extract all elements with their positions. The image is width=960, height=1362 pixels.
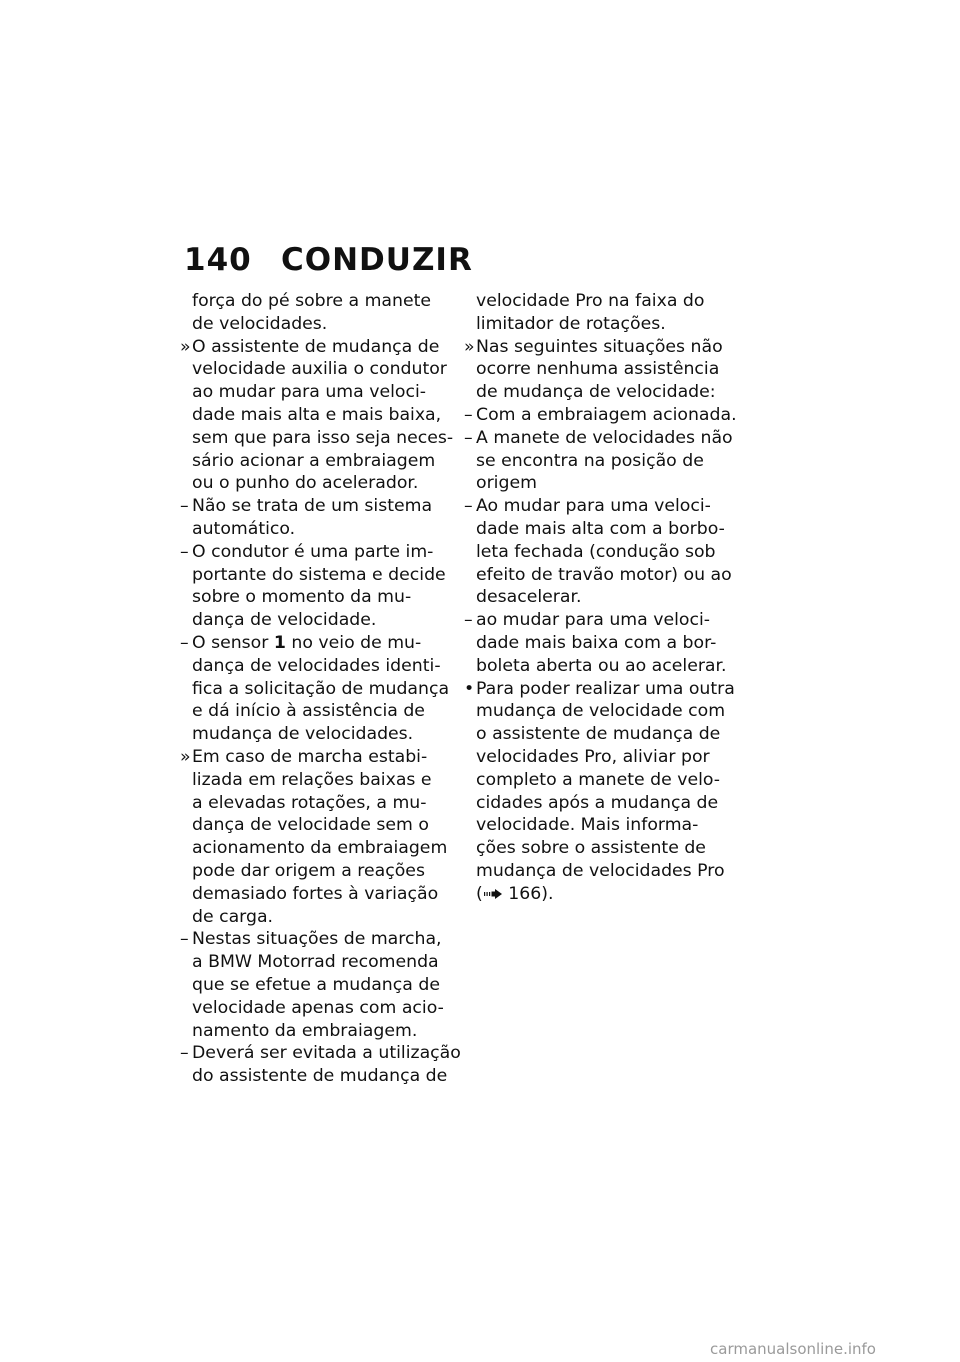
line-text: dança de velocidade sem o <box>192 815 429 836</box>
line-text: cidades após a mudança de <box>476 792 719 813</box>
text-line <box>464 860 736 883</box>
text-line <box>180 951 452 974</box>
list-marker <box>464 290 476 313</box>
list-marker <box>180 1020 192 1043</box>
list-marker <box>180 290 192 313</box>
list-marker <box>464 860 476 883</box>
line-text: velocidades Pro, aliviar por <box>476 746 710 767</box>
list-marker <box>180 404 192 427</box>
line-text: Deverá ser evitada a utilização <box>192 1043 461 1064</box>
text-line <box>180 928 452 951</box>
list-marker: – <box>464 610 473 631</box>
text-line <box>180 427 452 450</box>
line-text: A manete de velocidades não <box>476 427 733 448</box>
line-text: boleta aberta ou ao acelerar. <box>476 655 727 676</box>
list-marker <box>180 564 192 587</box>
line-text: a elevadas rotações, a mu- <box>192 792 427 813</box>
list-marker <box>180 609 192 632</box>
list-marker <box>180 860 192 883</box>
line-text: velocidade. Mais informa- <box>476 815 699 836</box>
text-line <box>464 381 736 404</box>
line-text: Em caso de marcha estabi- <box>192 746 428 767</box>
text-line <box>180 837 452 860</box>
text-line <box>464 723 736 746</box>
line-text: Nestas situações de marcha, <box>192 929 442 950</box>
line-text: velocidade apenas com acio- <box>192 997 444 1018</box>
text-line <box>180 997 452 1020</box>
list-marker <box>180 678 192 701</box>
text-line <box>180 769 452 792</box>
text-line <box>464 746 736 769</box>
text-line <box>180 700 452 723</box>
list-marker: – <box>180 929 189 950</box>
text-line <box>464 792 736 815</box>
line-text: dança de velocidades identi- <box>192 655 441 676</box>
text-line <box>464 769 736 792</box>
list-marker <box>464 381 476 404</box>
text-line <box>180 586 452 609</box>
left-column <box>180 290 461 1088</box>
text-line <box>180 814 452 837</box>
text-line <box>464 541 736 564</box>
line-text: origem <box>476 473 537 494</box>
page-reference: ( 166). <box>476 883 554 904</box>
line-text: O condutor é uma parte im- <box>192 541 434 562</box>
text-line <box>180 655 452 678</box>
text-line <box>180 746 452 769</box>
watermark: carmanualsonline.info <box>710 1340 876 1358</box>
line-text: o assistente de mudança de <box>476 724 721 745</box>
list-marker <box>180 700 192 723</box>
line-text: ao mudar para uma veloci- <box>476 610 710 631</box>
list-marker <box>464 655 476 678</box>
list-marker <box>464 792 476 815</box>
text-line <box>464 495 736 518</box>
line-text: limitador de rotações. <box>476 313 666 334</box>
text-line <box>180 1042 461 1065</box>
list-marker <box>180 951 192 974</box>
text-line <box>180 792 452 815</box>
line-text: portante do sistema e decide <box>192 564 446 585</box>
line-text: O sensor 1 no veio de mu- <box>192 632 422 653</box>
text-line <box>464 609 736 632</box>
line-text: Para poder realizar uma outra <box>476 678 735 699</box>
text-line <box>464 837 736 860</box>
text-line <box>464 814 736 837</box>
list-marker <box>180 472 192 495</box>
list-marker <box>464 586 476 609</box>
list-marker: » <box>464 336 475 357</box>
line-text: pode dar origem a reações <box>192 860 425 881</box>
list-marker: » <box>180 746 191 767</box>
list-marker <box>180 655 192 678</box>
section-title: CONDUZIR <box>281 242 473 278</box>
text-line <box>180 381 452 404</box>
list-marker: – <box>464 427 473 448</box>
list-marker: • <box>464 678 475 699</box>
arrow-right-icon <box>483 884 503 896</box>
list-marker <box>464 358 476 381</box>
line-text: sário acionar a embraiagem <box>192 450 436 471</box>
line-text: de carga. <box>192 906 274 927</box>
line-text: mudança de velocidades. <box>192 724 414 745</box>
text-line <box>180 541 452 564</box>
list-marker <box>180 586 192 609</box>
text-line <box>464 678 736 701</box>
list-marker <box>180 518 192 541</box>
list-marker: – <box>180 632 189 653</box>
line-text: fica a solicitação de mudança <box>192 678 450 699</box>
text-line <box>180 906 452 929</box>
line-text: efeito de travão motor) ou ao <box>476 564 732 585</box>
list-marker <box>180 427 192 450</box>
line-text: e dá início à assistência de <box>192 701 425 722</box>
line-text: namento da embraiagem. <box>192 1020 418 1041</box>
text-line <box>180 723 452 746</box>
text-line <box>180 883 452 906</box>
line-text: se encontra na posição de <box>476 450 704 471</box>
text-line <box>180 678 452 701</box>
list-marker: – <box>464 404 473 425</box>
list-marker <box>180 883 192 906</box>
line-text: de velocidades. <box>192 313 328 334</box>
line-text: Ao mudar para uma veloci- <box>476 496 711 517</box>
line-text: de mudança de velocidade: <box>476 382 716 403</box>
line-text: acionamento da embraiagem <box>192 838 448 859</box>
list-marker <box>464 450 476 473</box>
line-text: mudança de velocidade com <box>476 701 726 722</box>
text-line <box>180 358 452 381</box>
list-marker <box>464 564 476 587</box>
line-text: mudança de velocidades Pro <box>476 860 725 881</box>
text-line <box>464 336 736 359</box>
line-text: do assistente de mudança de <box>192 1066 448 1087</box>
list-marker <box>464 518 476 541</box>
line-text: sobre o momento da mu- <box>192 587 412 608</box>
line-text: Não se trata de um sistema <box>192 496 433 517</box>
line-text: ções sobre o assistente de <box>476 838 706 859</box>
line-text: automático. <box>192 518 296 539</box>
text-line <box>464 883 736 906</box>
line-text: a BMW Motorrad recomenda <box>192 952 439 973</box>
text-line <box>464 564 736 587</box>
text-line <box>464 632 736 655</box>
text-line <box>464 427 736 450</box>
line-text: sem que para isso seja neces- <box>192 427 454 448</box>
text-line <box>180 336 452 359</box>
sensor-number: 1 <box>273 632 286 653</box>
text-line <box>180 564 452 587</box>
line-text: dade mais alta e mais baixa, <box>192 404 442 425</box>
text-line <box>180 290 452 313</box>
text-line <box>180 472 452 495</box>
list-marker: – <box>464 496 473 517</box>
text-line <box>180 313 452 336</box>
page-header <box>184 242 473 278</box>
list-marker <box>464 541 476 564</box>
list-marker <box>464 632 476 655</box>
list-marker <box>180 381 192 404</box>
line-text: ou o punho do acelerador. <box>192 473 419 494</box>
text-line <box>464 290 736 313</box>
text-line <box>180 860 452 883</box>
list-marker <box>464 472 476 495</box>
line-text: Nas seguintes situações não <box>476 336 723 357</box>
text-line <box>464 586 736 609</box>
list-marker <box>180 313 192 336</box>
line-text: velocidade Pro na faixa do <box>476 291 705 311</box>
list-marker <box>464 837 476 860</box>
text-line <box>464 518 736 541</box>
text-line <box>464 472 736 495</box>
line-text: leta fechada (condução sob <box>476 541 716 562</box>
list-marker <box>464 313 476 336</box>
list-marker <box>180 723 192 746</box>
line-text: velocidade auxilia o condutor <box>192 359 447 380</box>
list-marker <box>180 974 192 997</box>
line-text: lizada em relações baixas e <box>192 769 432 790</box>
list-marker: – <box>180 541 189 562</box>
line-text: dade mais alta com a borbo- <box>476 518 725 539</box>
list-marker <box>464 700 476 723</box>
list-marker <box>180 997 192 1020</box>
line-text: força do pé sobre a manete <box>192 291 431 311</box>
line-text: que se efetue a mudança de <box>192 974 440 995</box>
text-line <box>180 1020 452 1043</box>
text-line <box>464 404 736 427</box>
text-line <box>180 495 452 518</box>
line-text: O assistente de mudança de <box>192 336 440 357</box>
list-marker: – <box>180 496 189 517</box>
list-marker <box>464 723 476 746</box>
page-number: 140 <box>184 242 252 278</box>
line-text: ao mudar para uma veloci- <box>192 382 426 403</box>
list-marker <box>180 906 192 929</box>
text-line <box>464 313 736 336</box>
text-line <box>464 655 736 678</box>
list-marker <box>180 450 192 473</box>
list-marker <box>464 814 476 837</box>
text-line <box>180 518 452 541</box>
list-marker <box>180 1065 192 1088</box>
text-line <box>180 632 452 655</box>
list-marker <box>464 883 476 906</box>
right-column <box>464 290 736 906</box>
text-line <box>180 1065 452 1088</box>
list-marker <box>464 746 476 769</box>
list-marker <box>180 814 192 837</box>
list-marker <box>180 358 192 381</box>
text-line <box>464 358 736 381</box>
list-marker: – <box>180 1043 189 1064</box>
line-text: ocorre nenhuma assistência <box>476 359 720 380</box>
list-marker <box>180 769 192 792</box>
list-marker <box>180 837 192 860</box>
line-text: dade mais baixa com a bor- <box>476 632 717 653</box>
list-marker: » <box>180 336 191 357</box>
line-text: demasiado fortes à variação <box>192 883 439 904</box>
list-marker <box>464 769 476 792</box>
line-text: completo a manete de velo- <box>476 769 721 790</box>
text-line <box>180 404 452 427</box>
line-text: dança de velocidade. <box>192 610 377 631</box>
line-text: desacelerar. <box>476 587 582 608</box>
text-line <box>180 609 452 632</box>
text-line <box>464 450 736 473</box>
text-line <box>180 450 452 473</box>
text-line <box>180 974 452 997</box>
line-text: Com a embraiagem acionada. <box>476 404 737 425</box>
list-marker <box>180 792 192 815</box>
text-line <box>464 700 736 723</box>
